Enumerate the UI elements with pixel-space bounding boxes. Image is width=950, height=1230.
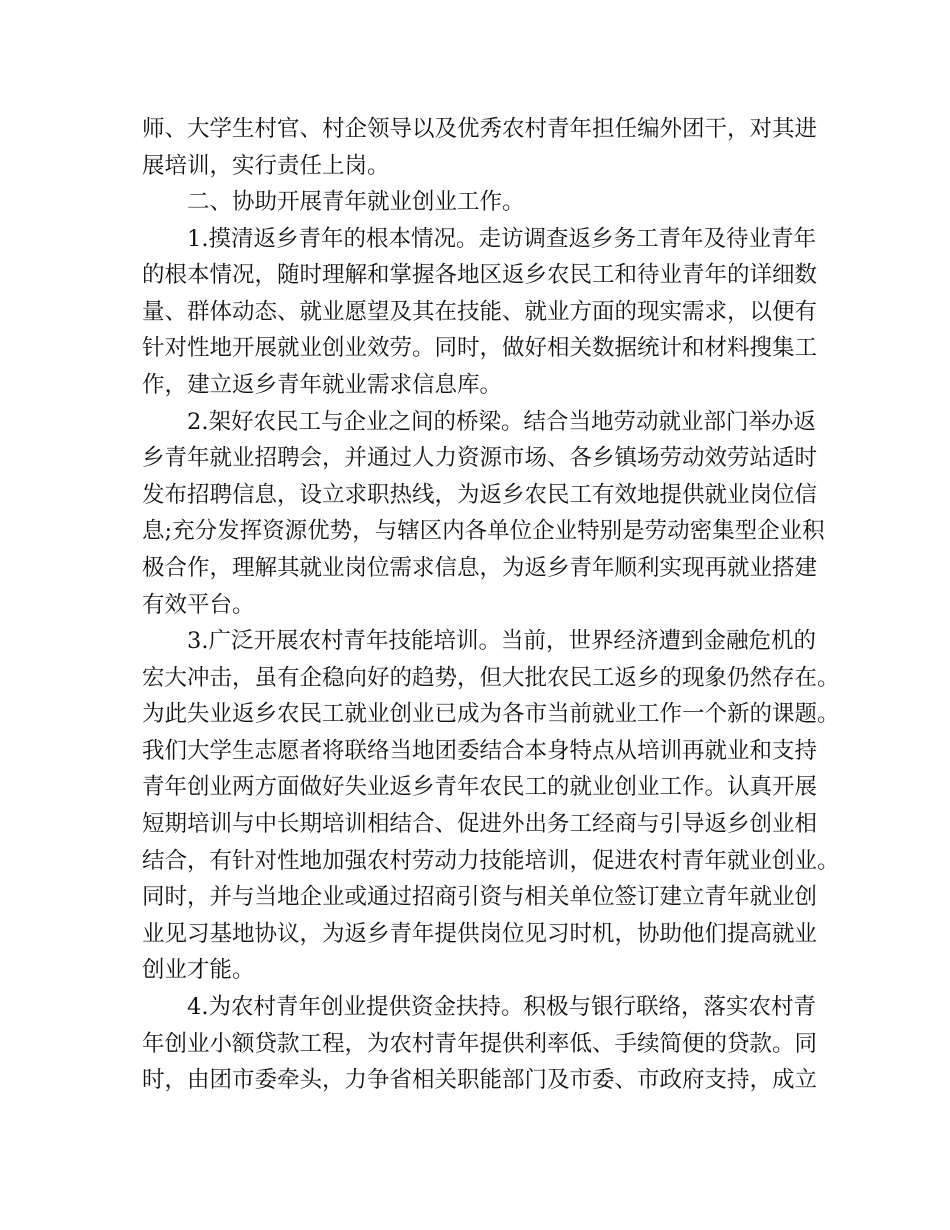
text-line: 有效平台。 bbox=[142, 592, 255, 618]
text-line: 1.摸清返乡青年的根本情况。走访调查返乡务工青年及待业青年 bbox=[187, 226, 816, 252]
text-line: 极合作，理解其就业岗位需求信息，为返乡青年顺利实现再就业搭建 bbox=[142, 555, 818, 581]
text-line: 年创业小额贷款工程，为农村青年提供利率低、手续简便的贷款。同 bbox=[142, 1031, 818, 1057]
section-heading: 二、协助开展青年就业创业工作。 bbox=[187, 189, 525, 215]
text-line: 展培训，实行责任上岗。 bbox=[142, 153, 390, 179]
text-line: 创业才能。 bbox=[142, 957, 255, 983]
text-line: 为此失业返乡农民工就业创业已成为各市当前就业工作一个新的课题。 bbox=[142, 701, 840, 727]
text-line: 结合，有针对性地加强农村劳动力技能培训，促进农村青年就业创业。 bbox=[142, 848, 840, 874]
text-line: 乡青年就业招聘会，并通过人力资源市场、各乡镇场劳动效劳站适时 bbox=[142, 445, 818, 471]
text-line: 发布招聘信息，设立求职热线，为返乡农民工有效地提供就业岗位信 bbox=[142, 482, 818, 508]
text-line: 4.为农村青年创业提供资金扶持。积极与银行联络，落实农村青 bbox=[187, 994, 816, 1020]
text-line: 2.架好农民工与企业之间的桥梁。结合当地劳动就业部门举办返 bbox=[187, 409, 816, 435]
text-line: 我们大学生志愿者将联络当地团委结合本身特点从培训再就业和支持 bbox=[142, 738, 818, 764]
text-line: 时，由团市委牵头，力争省相关职能部门及市委、市政府支持，成立 bbox=[142, 1067, 818, 1093]
text-line: 短期培训与中长期培训相结合、促进外出务工经商与引导返乡创业相 bbox=[142, 811, 818, 837]
text-line: 业见习基地协议，为返乡青年提供岗位见习时机，协助他们提高就业 bbox=[142, 921, 818, 947]
text-line: 青年创业两方面做好失业返乡青年农民工的就业创业工作。认真开展 bbox=[142, 774, 818, 800]
text-line: 同时，并与当地企业或通过招商引资与相关单位签订建立青年就业创 bbox=[142, 884, 818, 910]
text-line: 息;充分发挥资源优势，与辖区内各单位企业特别是劳动密集型企业积 bbox=[142, 518, 825, 544]
text-line: 的根本情况，随时理解和掌握各地区返乡农民工和待业青年的详细数 bbox=[142, 262, 818, 288]
text-line: 量、群体动态、就业愿望及其在技能、就业方面的现实需求，以便有 bbox=[142, 299, 818, 325]
text-line: 宏大冲击，虽有企稳向好的趋势，但大批农民工返乡的现象仍然存在。 bbox=[142, 665, 840, 691]
text-line: 师、大学生村官、村企领导以及优秀农村青年担任编外团干，对其进 bbox=[142, 116, 818, 142]
text-line: 针对性地开展就业创业效劳。同时，做好相关数据统计和材料搜集工 bbox=[142, 335, 818, 361]
text-line: 3.广泛开展农村青年技能培训。当前，世界经济遭到金融危机的 bbox=[187, 628, 816, 654]
text-line: 作，建立返乡青年就业需求信息库。 bbox=[142, 372, 503, 398]
